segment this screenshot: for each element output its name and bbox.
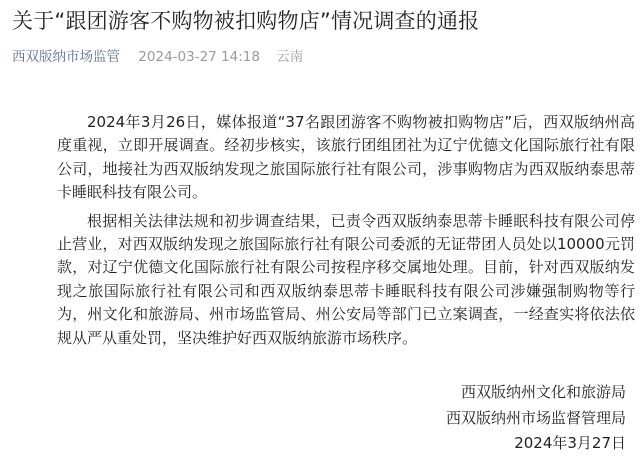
signature-date: 2024年3月27日 (514, 434, 626, 452)
article-paragraph-1: 2024年3月26日，媒体报道“37名跟团游客不购物被扣购物店”后，西双版纳州高度重视，立即开展调查。经初步核实，该旅行团组团社为辽宁优德文化国际旅行社有限公司，地接社为西双版纳发现之旅国际旅行社有限公司，涉事购物店为西双版纳泰思蒂卡睡眠科技有限公司。 (57, 113, 635, 202)
publish-datetime: 2024-03-27 14:18 (138, 49, 260, 65)
signature-org-market-regulation: 西双版纳州市场监督管理局 (445, 408, 626, 427)
article-meta (12, 47, 303, 67)
article-paragraph-2: 根据相关法律法规和初步调查结果，已责令西双版纳泰思蒂卡睡眠科技有限公司停止营业，对西双版纳发现之旅国际旅行社有限公司委派的无证带团人员处以10000元罚款，对辽宁优德文化国际旅行社有限公司按程序移交属地处理。目前，针对西双版纳发现之旅国际旅行社有限公司和西双版纳泰思蒂卡睡眠科技有限公司涉嫌强制购物等行为，州文化和旅游局、州市场监管局、州公安局等部门已立案调查，一经查实将依法依规从严从重处罚，坚决维护好西双版纳旅游市场秩序。 (57, 211, 635, 347)
article-title: 关于“跟团游客不购物被扣购物店”情况调查的通报 (12, 9, 480, 33)
signature-org-culture-tourism: 西双版纳州文化和旅游局 (460, 383, 626, 401)
account-name-link[interactable]: 西双版纳市场监管 (12, 49, 120, 65)
article-body (57, 111, 635, 350)
article-signature (446, 380, 626, 457)
publish-region: 云南 (276, 49, 304, 65)
